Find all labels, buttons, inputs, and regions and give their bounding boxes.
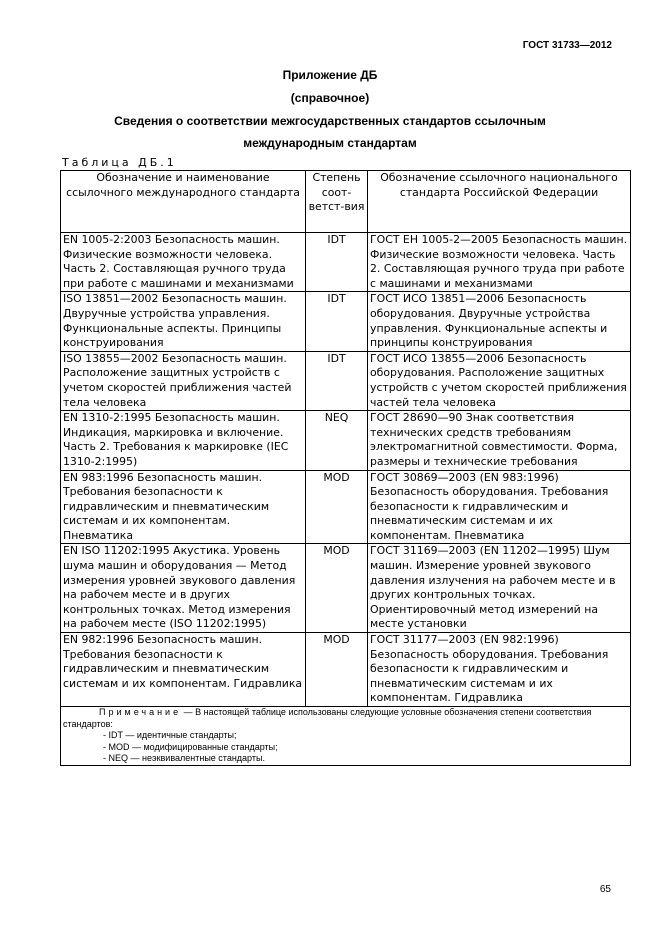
annex-heading-line2: международным стандартам xyxy=(243,136,417,150)
cell-international: EN 1005-2:2003 Безопасность машин. Физические возможности человека. Часть 2. Составляющая ручного труда при работе с машинами и механизмами xyxy=(61,233,306,292)
cell-national: ГОСТ ИСО 13855—2006 Безопасность оборудования. Расположение защитных устройств с учетом скоростей приближения частей тела человека xyxy=(368,351,631,410)
annex-reference-type: (справочное) xyxy=(290,91,370,105)
cell-national: ГОСТ ИСО 13851—2006 Безопасность оборудования. Двуручные устройства управления. Функциональные аспекты и принципы конструирования xyxy=(368,292,631,351)
annex-title: Приложение ДБ xyxy=(282,68,378,82)
page-number: 65 xyxy=(599,884,611,895)
table-row xyxy=(61,411,631,470)
table-note-row xyxy=(61,707,631,766)
cell-degree: IDT xyxy=(306,292,368,351)
cell-degree: IDT xyxy=(306,233,368,292)
cell-national: ГОСТ 31177—2003 (EN 982:1996) Безопасность оборудования. Требования безопасности к гидравлическим и пневматическим системам и их компонентам. Гидравлика xyxy=(368,633,631,707)
cell-international: EN 983:1996 Безопасность машин. Требования безопасности к гидравлическим и пневматическим системам и их компонентам. Пневматика xyxy=(61,470,306,544)
column-header-national: Обозначение ссылочного национального стандарта Российской Федерации xyxy=(368,171,631,233)
cell-degree: NEQ xyxy=(306,411,368,470)
cell-degree: IDT xyxy=(306,351,368,410)
note-item-idt: - IDT — идентичные стандарты; xyxy=(103,730,237,741)
column-header-international: Обозначение и наименование ссылочного международного стандарта xyxy=(61,171,306,233)
cell-international: EN 1310-2:1995 Безопасность машин. Индикация, маркировка и включение. Часть 2. Требования к маркировке (IEC 1310-2:1995) xyxy=(61,411,306,470)
cell-national: ГОСТ 30869—2003 (EN 983:1996) Безопасность оборудования. Требования безопасности к гидравлическим и пневматическим системам и их компонентам. Пневматика xyxy=(368,470,631,544)
table-note xyxy=(61,707,631,766)
column-header-degree: Степень соот-ветст-вия xyxy=(306,171,368,233)
note-label: Примечание xyxy=(99,707,182,717)
table-row xyxy=(61,233,631,292)
table-row xyxy=(61,544,631,633)
cell-national: ГОСТ ЕН 1005-2—2005 Безопасность машин. Физические возможности человека. Часть 2. Составляющая ручного труда при работе с машинами и механизмами xyxy=(368,233,631,292)
cell-degree: MOD xyxy=(306,633,368,707)
note-item-neq: - NEQ — неэквивалентные стандарты. xyxy=(103,753,265,764)
cell-degree: MOD xyxy=(306,470,368,544)
cell-international: EN ISO 11202:1995 Акустика. Уровень шума машин и оборудования — Метод измерения уровней звукового давления на рабочем месте и в других контрольных точках. Метод измерения на рабочем месте (ISO 11202:1995) xyxy=(61,544,306,633)
table-row xyxy=(61,351,631,410)
table-row xyxy=(61,633,631,707)
cell-national: ГОСТ 31169—2003 (EN 11202—1995) Шум машин. Измерение уровней звукового давления излучения на рабочем месте и в других контрольных точках. Ориентировочный метод измерений на месте установки xyxy=(368,544,631,633)
standards-table xyxy=(60,170,631,766)
document-code: ГОСТ 31733—2012 xyxy=(522,40,612,51)
table-row xyxy=(61,470,631,544)
note-text: — В настоящей таблице использованы следующие условные обозначения степени соответствия стандартов: xyxy=(63,707,592,729)
annex-heading-line1: Сведения о соответствии межгосударственных стандартов ссылочным xyxy=(114,114,546,128)
cell-international: EN 982:1996 Безопасность машин. Требования безопасности к гидравлическим и пневматическим системам и их компонентам. Гидравлика xyxy=(61,633,306,707)
note-intro xyxy=(63,707,628,730)
cell-degree: MOD xyxy=(306,544,368,633)
cell-international: ISO 13851—2002 Безопасность машин. Двуручные устройства управления. Функциональные аспекты. Принципы конструирования xyxy=(61,292,306,351)
note-item-mod: - MOD — модифицированные стандарты; xyxy=(103,741,278,752)
table-label: Таблица ДБ.1 xyxy=(62,156,177,169)
table-header-row xyxy=(61,171,631,233)
cell-international: ISO 13855—2002 Безопасность машин. Расположение защитных устройств с учетом скоростей приближения частей тела человека xyxy=(61,351,306,410)
cell-national: ГОСТ 28690—90 Знак соответствия технических средств требованиям электромагнитной совместимости. Форма, размеры и технические требования xyxy=(368,411,631,470)
table-row xyxy=(61,292,631,351)
